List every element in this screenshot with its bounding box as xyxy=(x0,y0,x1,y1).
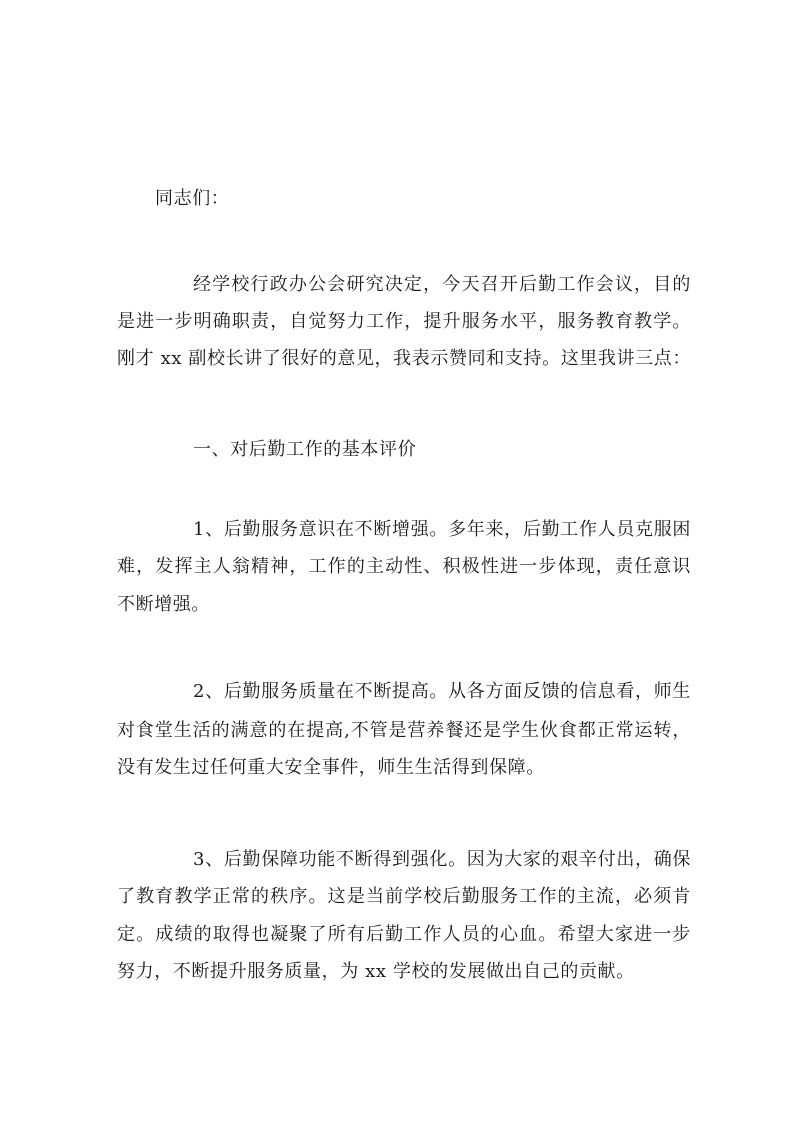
paragraph-line: 1、后勤服务意识在不断增强。多年来，后勤工作人员克服困 xyxy=(193,519,691,540)
paragraph-line: 对食堂生活的满意的在提高,不管是营养餐还是学生伙食都正常运转， xyxy=(117,720,691,741)
paragraph-line: 不断增强。 xyxy=(117,594,210,615)
paragraph-line: 努力，不断提升服务质量，为 xx 学校的发展做出自己的贡献。 xyxy=(117,961,635,982)
paragraph-line: 没有发生过任何重大安全事件，师生生活得到保障。 xyxy=(117,757,545,778)
paragraph-line: 定。成绩的取得也凝聚了所有后勤工作人员的心血。希望大家进一步 xyxy=(117,924,691,945)
paragraph-line: 2、后勤服务质量在不断提高。从各方面反馈的信息看，师生 xyxy=(193,681,691,702)
paragraph-line: 刚才 xx 副校长讲了很好的意见，我表示赞同和支持。这里我讲三点： xyxy=(117,348,691,369)
paragraph-line: 是进一步明确职责，自觉努力工作，提升服务水平，服务教育教学。 xyxy=(117,311,691,332)
section-heading: 一、对后勤工作的基本评价 xyxy=(193,439,417,460)
paragraph-line: 3、后勤保障功能不断得到强化。因为大家的艰辛付出，确保 xyxy=(193,849,691,870)
salutation: 同志们： xyxy=(155,188,230,209)
paragraph-line: 经学校行政办公会研究决定，今天召开后勤工作会议，目的 xyxy=(193,274,691,295)
paragraph-line: 难，发挥主人翁精神，工作的主动性、积极性进一步体现，责任意识 xyxy=(117,556,691,577)
paragraph-line: 了教育教学正常的秩序。这是当前学校后勤服务工作的主流，必须肯 xyxy=(117,886,691,907)
